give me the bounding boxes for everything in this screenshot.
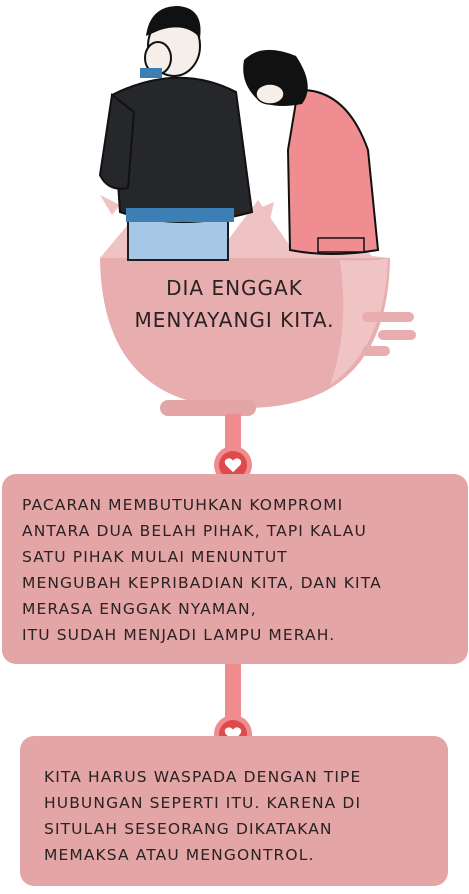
headline-line-1: DIA ENGGAK [166,276,303,300]
info-card-1 [2,474,468,664]
card2-line: KITA HARUS WASPADA DENGAN TIPE [44,768,362,786]
shard-left [100,195,120,215]
card1-line: MERASA ENGGAK NYAMAN, [22,600,257,618]
info-card-2 [20,736,448,886]
heart-icon [224,457,242,473]
card2-line: HUBUNGAN SEPERTI ITU. KARENA DI [44,794,362,812]
card1-line: PACARAN MEMBUTUHKAN KOMPROMI [22,496,344,514]
card1-line: MENGUBAH KEPRIBADIAN KITA, DAN KITA [22,574,382,592]
bowl-base [160,400,256,416]
card1-line: SATU PIHAK MULAI MENUNTUT [22,548,288,566]
man-figure [100,6,252,260]
card1-line: ITU SUDAH MENJADI LAMPU MERAH. [22,626,336,644]
streak-3 [362,346,390,356]
headline-line-2: MENYAYANGI KITA. [134,308,335,332]
card1-line: ANTARA DUA BELAH PIHAK, TAPI KALAU [22,522,367,540]
card2-line: SITULAH SESEORANG DIKATAKAN [44,820,333,838]
card2-line: MEMAKSA ATAU MENGONTROL. [44,846,315,864]
couple-illustration [0,0,469,430]
